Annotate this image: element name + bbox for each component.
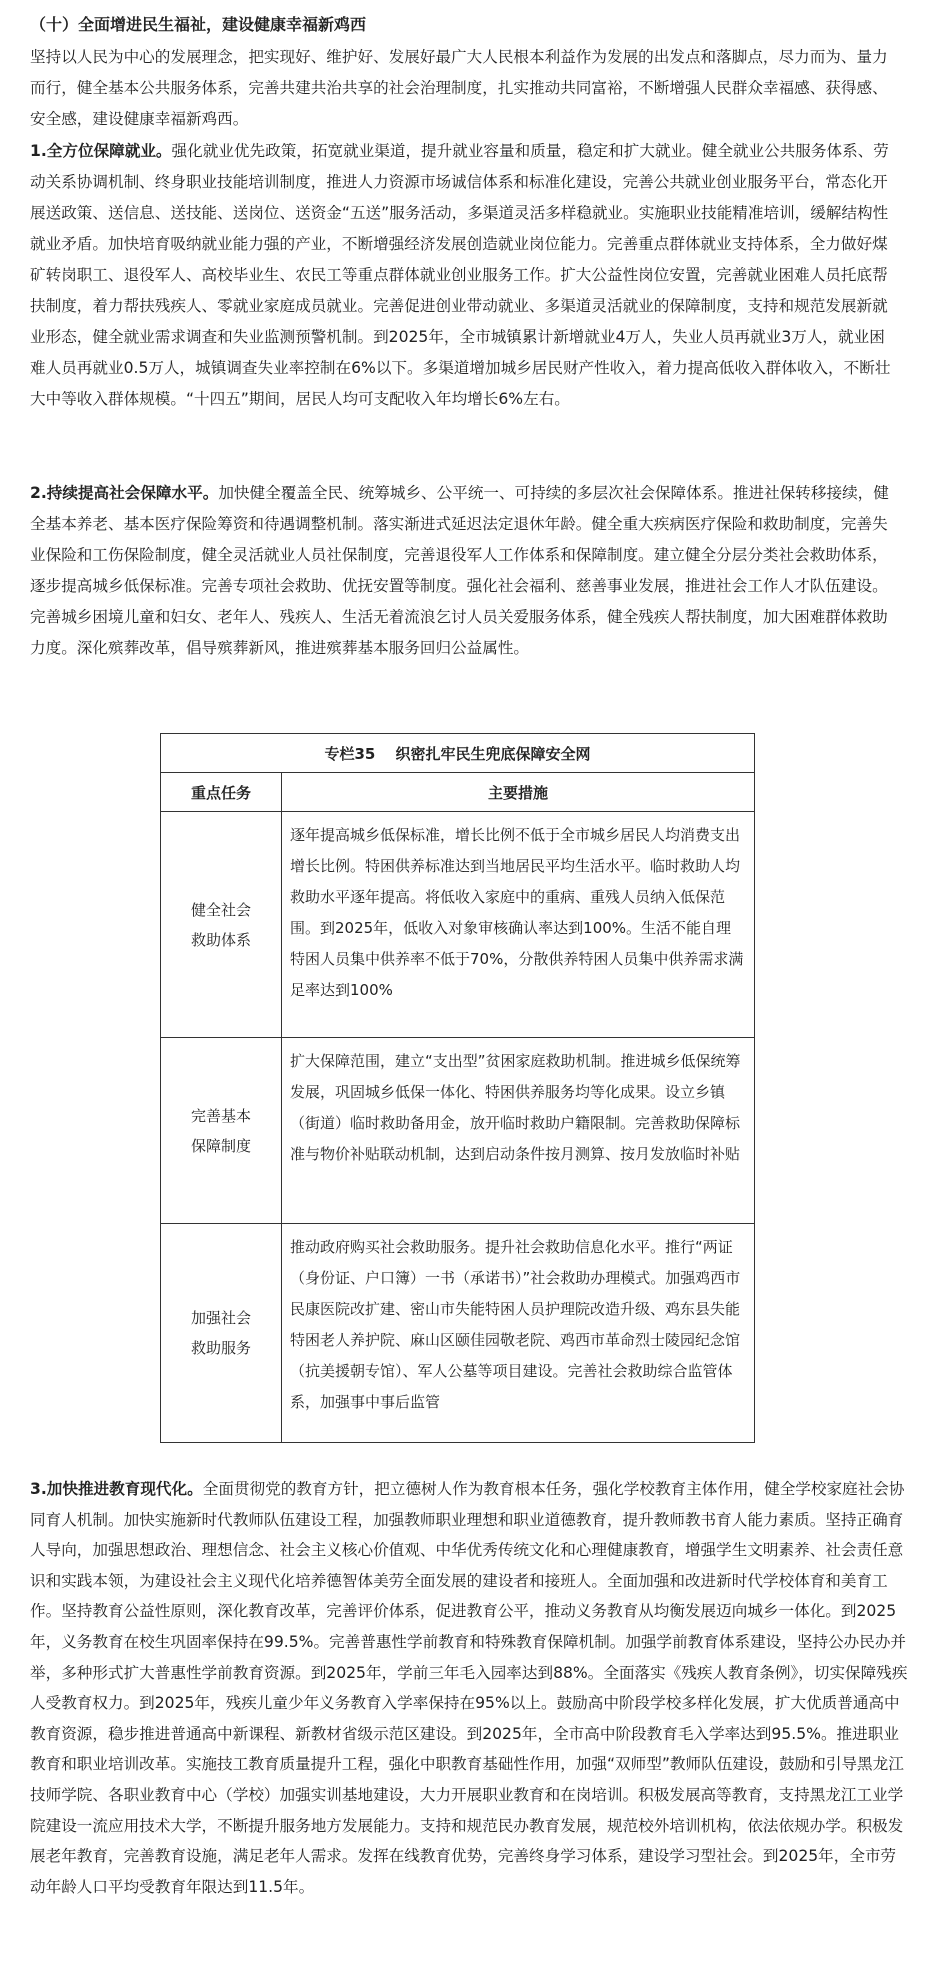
employment-lead: 1.全方位保障就业。	[30, 142, 172, 160]
education-text: 全面贯彻党的教育方针，把立德树人作为教育根本任务，强化学校教育主体作用，健全学校家庭社会协同育人机制。加快实施新时代教师队伍建设工程，加强教师职业理想和职业道德教育，提升教师教书育人能力素质。坚持正确育人导向，加强思想政治、理想信念、社会主义核心价值观、中华优秀传统文化和心理健康教育，增强学生文明素养、社会责任意识和实践本领，为建设社会主义现代化培养德智体美劳全面发展的建设者和接班人。全面加强和改进新时代学校体育和美育工作。坚持教育公益性原则，深化教育改革，完善评价体系，促进教育公平，推动义务教育从均衡发展迈向城乡一体化。到2025年，义务教育在校生巩固率保持在99.5%。完善普惠性学前教育和特殊教育保障机制。加强学前教育体系建设，坚持公办民办并举，多种形式扩大普惠性学前教育资源。到2025年，学前三年毛入园率达到88%。全面落实《残疾人教育条例》，切实保障残疾人受教育权力。到2025年，残疾儿童少年义务教育入学率保持在95%以上。鼓励高中阶段学校多样化发展，扩大优质普通高中教育资源，稳步推进普通高中新课程、新教材省级示范区建设。到2025年，全市高中阶段教育毛入学率达到95.5%。推进职业教育和职业培训改革。实施技工教育质量提升工程，强化中职教育基础性作用，加强“双师型”教师队伍建设，鼓励和引导黑龙江技师学院、各职业教育中心（学校）加强实训基地建设，大力开展职业教育和在岗培训。积极发展高等教育，支持黑龙江工业学院建设一流应用技术大学，不断提升服务地方发展能力。支持和规范民办教育发展，规范校外培训机构，依法依规办学。积极发展老年教育，完善教育设施，满足老年人需求。发挥在线教育优势，完善终身学习体系，建设学习型社会。到2025年，全市劳动年龄人口平均受教育年限达到11.5年。	[30, 1480, 908, 1896]
employment-text: 强化就业优先政策，拓宽就业渠道，提升就业容量和质量，稳定和扩大就业。健全就业公共服务体系、劳动关系协调机制、终身职业技能培训制度，推进人力资源市场诚信体系和标准化建设，完善公共就业创业服务平台，常态化开展送政策、送信息、送技能、送岗位、送资金“五送”服务活动，多渠道灵活多样稳就业。实施职业技能精准培训，缓解结构性就业矛盾。加快培育吸纳就业能力强的产业，不断增强经济发展创造就业岗位能力。完善重点群体就业支持体系，全力做好煤矿转岗职工、退役军人、高校毕业生、农民工等重点群体就业创业服务工作。扩大公益性岗位安置，完善就业困难人员托底帮扶制度，着力帮扶残疾人、零就业家庭成员就业。完善促进创业带动就业、多渠道灵活就业的保障制度，支持和规范发展新就业形态，健全就业需求调查和失业监测预警机制。到2025年，全市城镇累计新增就业4万人，失业人员再就业3万人，就业困难人员再就业0.5万人，城镇调查失业率控制在6%以下。多渠道增加城乡居民财产性收入，着力提高低收入群体收入，不断壮大中等收入群体规模。“十四五”期间，居民人均可支配收入年均增长6%左右。	[30, 142, 891, 408]
social-security-paragraph	[30, 478, 900, 664]
employment-paragraph	[30, 136, 900, 415]
table-title: 专栏35 织密扎牢民生兜底保障安全网	[161, 734, 755, 773]
task-label: 加强社会救助服务	[190, 1309, 251, 1357]
measure-cell: 逐年提高城乡低保标准，增长比例不低于全市城乡居民人均消费支出增长比例。特困供养标准达到当地居民平均生活水平。临时救助人均救助水平逐年提高。将低收入家庭中的重病、重残人员纳入低保范围。到2025年，低收入对象审核确认率达到100%。生活不能自理特困人员集中供养率不低于70%，分散供养特困人员集中供养需求满足率达到100%	[282, 812, 755, 1038]
column-header-measure: 主要措施	[282, 773, 755, 812]
table-row	[161, 1224, 755, 1443]
social-security-text: 加快健全覆盖全民、统筹城乡、公平统一、可持续的多层次社会保障体系。推进社保转移接续，健全基本养老、基本医疗保险筹资和待遇调整机制。落实渐进式延迟法定退休年龄。健全重大疾病医疗保险和救助制度，完善失业保险和工伤保险制度，健全灵活就业人员社保制度，完善退役军人工作体系和保障制度。建立健全分层分类社会救助体系，逐步提高城乡低保标准。完善专项社会救助、优抚安置等制度。强化社会福利、慈善事业发展，推进社会工作人才队伍建设。完善城乡困境儿童和妇女、老年人、残疾人、生活无着流浪乞讨人员关爱服务体系，健全残疾人帮扶制度，加大困难群体救助力度。深化殡葬改革，倡导殡葬新风，推进殡葬基本服务回归公益属性。	[30, 484, 889, 657]
intro-paragraph: 坚持以人民为中心的发展理念，把实现好、维护好、发展好最广大人民根本利益作为发展的出发点和落脚点，尽力而为、量力而行，健全基本公共服务体系，完善共建共治共享的社会治理制度，扎实推动共同富裕，不断增强人民群众幸福感、获得感、安全感，建设健康幸福新鸡西。	[30, 48, 888, 128]
task-label: 完善基本保障制度	[190, 1106, 251, 1155]
column-header-task: 重点任务	[161, 773, 282, 812]
table-row	[161, 1038, 755, 1224]
education-lead: 3.加快推进教育现代化。	[30, 1480, 203, 1498]
table-row	[161, 812, 755, 1038]
section-heading: （十）全面增进民生福祉，建设健康幸福新鸡西	[30, 15, 367, 34]
social-security-lead: 2.持续提高社会保障水平。	[30, 484, 219, 502]
task-label: 健全社会救助体系	[190, 900, 251, 949]
feature-box-table	[160, 733, 755, 1443]
education-paragraph	[30, 1474, 910, 1902]
measure-cell: 扩大保障范围，建立“支出型”贫困家庭救助机制。推进城乡低保统筹发展，巩固城乡低保一体化、特困供养服务均等化成果。设立乡镇（街道）临时救助备用金，放开临时救助户籍限制。完善救助保障标准与物价补贴联动机制，达到启动条件按月测算、按月发放临时补贴	[282, 1038, 755, 1224]
measure-cell: 推动政府购买社会救助服务。提升社会救助信息化水平。推行“两证（身份证、户口簿）一书（承诺书）”社会救助办理模式。加强鸡西市民康医院改扩建、密山市失能特困人员护理院改造升级、鸡东县失能特困老人养护院、麻山区颐佳园敬老院、鸡西市革命烈士陵园纪念馆（抗美援朝专馆）、军人公墓等项目建设。完善社会救助综合监管体系，加强事中事后监管	[282, 1224, 755, 1443]
